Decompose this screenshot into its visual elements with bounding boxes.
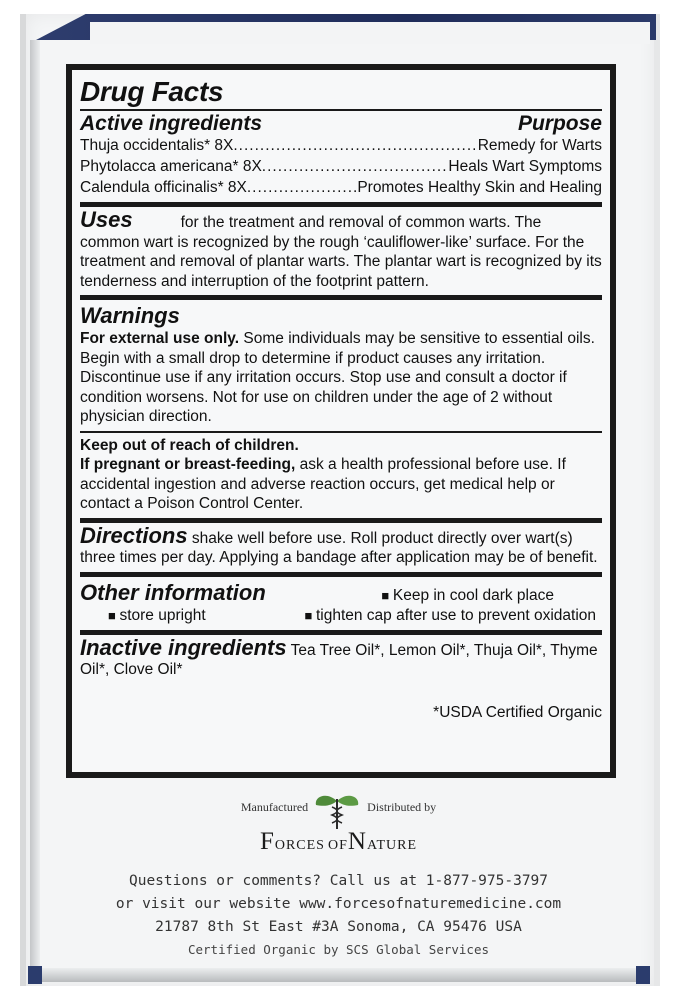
directions-section — [80, 523, 602, 577]
purpose-header: Purpose — [517, 112, 602, 135]
package-corner-right — [636, 966, 650, 984]
keep-out-warning: Keep out of reach of children. — [80, 436, 299, 454]
uses-header: Uses — [80, 207, 133, 232]
drug-facts-panel — [66, 64, 616, 778]
ingredient-row — [80, 156, 602, 177]
leader-dots — [247, 177, 357, 198]
pregnancy-warning: If pregnant or breast-feeding, — [80, 456, 296, 473]
certification-line: Certified Organic by SCS Global Services — [187, 942, 490, 957]
directions-paragraph — [80, 522, 602, 568]
other-item: ■ Keep in cool dark place — [381, 586, 554, 606]
ingredient-purpose: Heals Wart Symptoms — [448, 158, 602, 175]
contact-info — [0, 870, 677, 939]
caduceus-leaf-logo-icon — [312, 793, 362, 829]
directions-text: shake well before use. Roll product directly over wart(s) three times per day. Applying a bandage after application may be of benefit. — [80, 529, 598, 566]
other-item: ■ tighten cap after use to prevent oxidation — [304, 606, 596, 626]
contact-address-line: 21787 8th St East #3A Sonoma, CA 95476 USA — [155, 919, 522, 935]
distributed-label: Distributed by — [367, 800, 437, 814]
ingredient-purpose: Promotes Healthy Skin and Healing — [357, 179, 602, 196]
package-bottom-edge — [30, 968, 650, 982]
ingredient-row — [80, 135, 602, 156]
usda-organic-note: *USDA Certified Organic — [433, 703, 602, 721]
inactive-ingredients-section — [80, 635, 602, 726]
warnings-section — [80, 300, 602, 433]
active-ingredients-row — [80, 109, 602, 135]
ingredient-row — [80, 177, 602, 198]
ingredient-name: Calendula officinalis* 8X — [80, 179, 247, 196]
package-corner-left — [28, 966, 42, 984]
ingredient-purpose: Remedy for Warts — [477, 137, 602, 154]
warnings-paragraph — [80, 329, 602, 427]
contact-phone-line: Questions or comments? Call us at 1-877-975-3797 — [128, 873, 549, 889]
other-item: ■ store upright — [108, 606, 206, 626]
uses-paragraph — [80, 207, 602, 291]
external-use-warning: For external use only. — [80, 330, 240, 347]
leader-dots — [233, 135, 477, 156]
inactive-paragraph — [80, 634, 602, 680]
manufactured-label: Manufactured — [240, 800, 309, 814]
uses-section — [80, 207, 602, 300]
package-flap — [90, 22, 650, 44]
other-information-header: Other information — [80, 579, 266, 605]
other-information-section — [80, 577, 602, 635]
directions-header: Directions — [80, 522, 188, 548]
warnings-header: Warnings — [80, 303, 180, 328]
drug-facts-header-section — [80, 70, 602, 207]
keep-out-section — [80, 433, 602, 523]
uses-text: for the treatment and removal of common warts. The common wart is recognized by the rough ‘cauliflower-like’ surface. For the treatment and removal of plantar warts. The plantar wart is recognized by its tenderness and interruption of the footprint pattern. — [80, 214, 602, 290]
ingredient-name: Phytolacca americana* 8X — [80, 158, 262, 175]
active-ingredients-header: Active ingredients — [80, 112, 263, 135]
leader-dots — [262, 156, 449, 177]
inactive-ingredients-header: Inactive ingredients — [80, 634, 287, 660]
contact-website-line: or visit our website www.forcesofnaturemedicine.com — [115, 896, 562, 912]
pregnancy-text: ask a health professional before use. If accidental ingestion and adverse reaction occurs, get medical help or contact a Poison Control Center. — [80, 456, 566, 512]
inactive-ingredients-text: Tea Tree Oil*, Lemon Oil*, Thuja Oil*, Thyme Oil*, Clove Oil* — [80, 641, 598, 678]
forces-of-nature-logo: FORCES OFNATURE — [259, 828, 418, 855]
drug-facts-title: Drug Facts — [80, 76, 224, 107]
pregnancy-paragraph — [80, 455, 602, 514]
warnings-text: Some individuals may be sensitive to essential oils. Begin with a small drop to determine if product causes any irritation. Discontinue use if any irritation occurs. Stop use and consult a doctor if condition worsens. Not for use on children under the age of 2 without physician direction. — [80, 330, 595, 425]
ingredient-name: Thuja occidentalis* 8X — [80, 137, 234, 154]
